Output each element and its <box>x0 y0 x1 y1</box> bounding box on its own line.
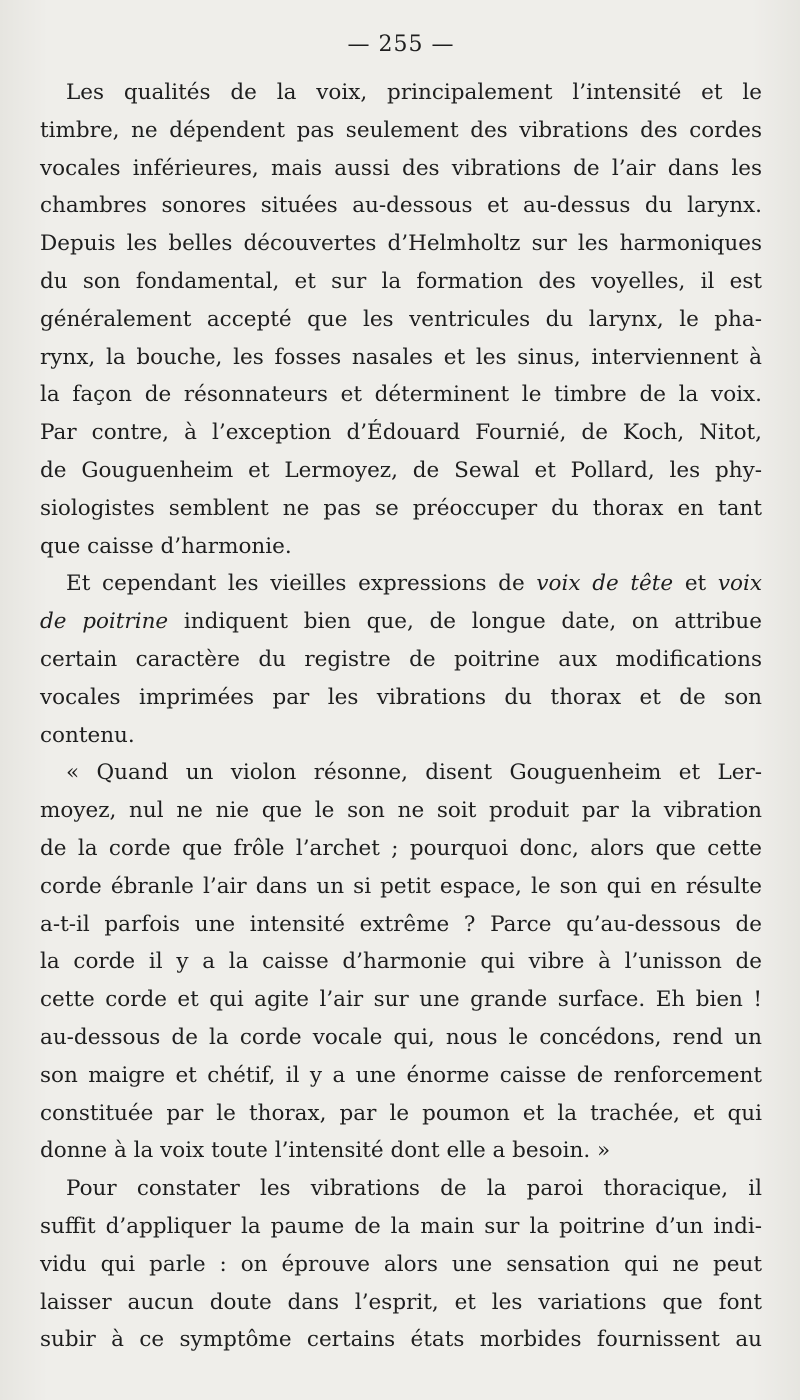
text-line: contenu. <box>40 722 135 748</box>
text-line: suffit d’appliquer la paume de la main sur la poitrine d’un indi- <box>40 1213 762 1239</box>
text-line: donne à la voix toute l’intensité dont elle a besoin. » <box>40 1138 611 1164</box>
text-line: subir à ce symptôme certains états morbides fournissent au <box>40 1327 762 1353</box>
text-line: timbre, ne dépendent pas seulement des vibrations des cordes <box>40 117 762 143</box>
text-line: vocales inférieures, mais aussi des vibrations de l’air dans les <box>40 155 762 181</box>
text-line: Par contre, à l’exception d’Édouard Fournié, de Koch, Nitot, <box>40 420 762 446</box>
text-line: que caisse d’harmonie. <box>40 533 292 559</box>
text-line: corde ébranle l’air dans un si petit espace, le son qui en résulte <box>40 873 762 899</box>
text-line: Depuis les belles découvertes d’Helmholtz sur les harmoniques <box>40 231 762 257</box>
page-number: — 255 — <box>347 32 455 57</box>
body-text <box>40 74 762 1359</box>
text-line: de Gouguenheim et Lermoyez, de Sewal et Pollard, les phy- <box>40 457 762 483</box>
paragraph-4 <box>40 1170 762 1359</box>
italic-phrase: de poitrine <box>40 609 169 635</box>
text-line: Et cependant les vieilles expressions de voix de tête et voix <box>66 571 762 597</box>
text-line: « Quand un violon résonne, disent Gouguenheim et Ler- <box>66 760 762 786</box>
text-line: chambres sonores situées au-dessous et au-dessus du larynx. <box>40 193 762 219</box>
text-line: généralement accepté que les ventricules du larynx, le pha- <box>40 306 762 332</box>
text-line: laisser aucun doute dans l’esprit, et les variations que font <box>40 1289 762 1315</box>
italic-phrase: voix <box>717 571 762 597</box>
text-line: constituée par le thorax, par le poumon et la trachée, et qui <box>40 1100 762 1126</box>
italic-phrase: voix de tête <box>536 571 674 597</box>
text-line: a-t-il parfois une intensité extrême ? Parce qu’au-dessous de <box>40 911 762 937</box>
text-line: au-dessous de la corde vocale qui, nous le concédons, rend un <box>40 1024 762 1050</box>
text-line: de poitrine indiquent bien que, de longue date, on attribue <box>40 609 762 635</box>
paragraph-1 <box>40 74 762 565</box>
text-line: moyez, nul ne nie que le son ne soit produit par la vibration <box>40 798 762 824</box>
text-line: siologistes semblent ne pas se préoccuper du thorax en tant <box>40 495 762 521</box>
text-line: cette corde et qui agite l’air sur une grande surface. Eh bien ! <box>40 987 762 1013</box>
paragraph-3 <box>40 754 762 1170</box>
text-line: la façon de résonnateurs et déterminent le timbre de la voix. <box>40 382 762 408</box>
text-line: la corde il y a la caisse d’harmonie qui vibre à l’unisson de <box>40 949 762 975</box>
text-line: Pour constater les vibrations de la paroi thoracique, il <box>66 1176 762 1202</box>
text-line: rynx, la bouche, les fosses nasales et les sinus, interviennent à <box>40 344 762 370</box>
text-line: son maigre et chétif, il y a une énorme caisse de renforcement <box>40 1062 762 1088</box>
text-line: de la corde que frôle l’archet ; pourquoi donc, alors que cette <box>40 835 762 861</box>
text-line: du son fondamental, et sur la formation des voyelles, il est <box>40 268 762 294</box>
text-line: certain caractère du registre de poitrine aux modifications <box>40 646 762 672</box>
text-line: vidu qui parle : on éprouve alors une sensation qui ne peut <box>40 1251 762 1277</box>
text-line: Les qualités de la voix, principalement l’intensité et le <box>66 80 762 105</box>
paragraph-2 <box>40 565 762 754</box>
text-line: vocales imprimées par les vibrations du thorax et de son <box>40 684 762 710</box>
